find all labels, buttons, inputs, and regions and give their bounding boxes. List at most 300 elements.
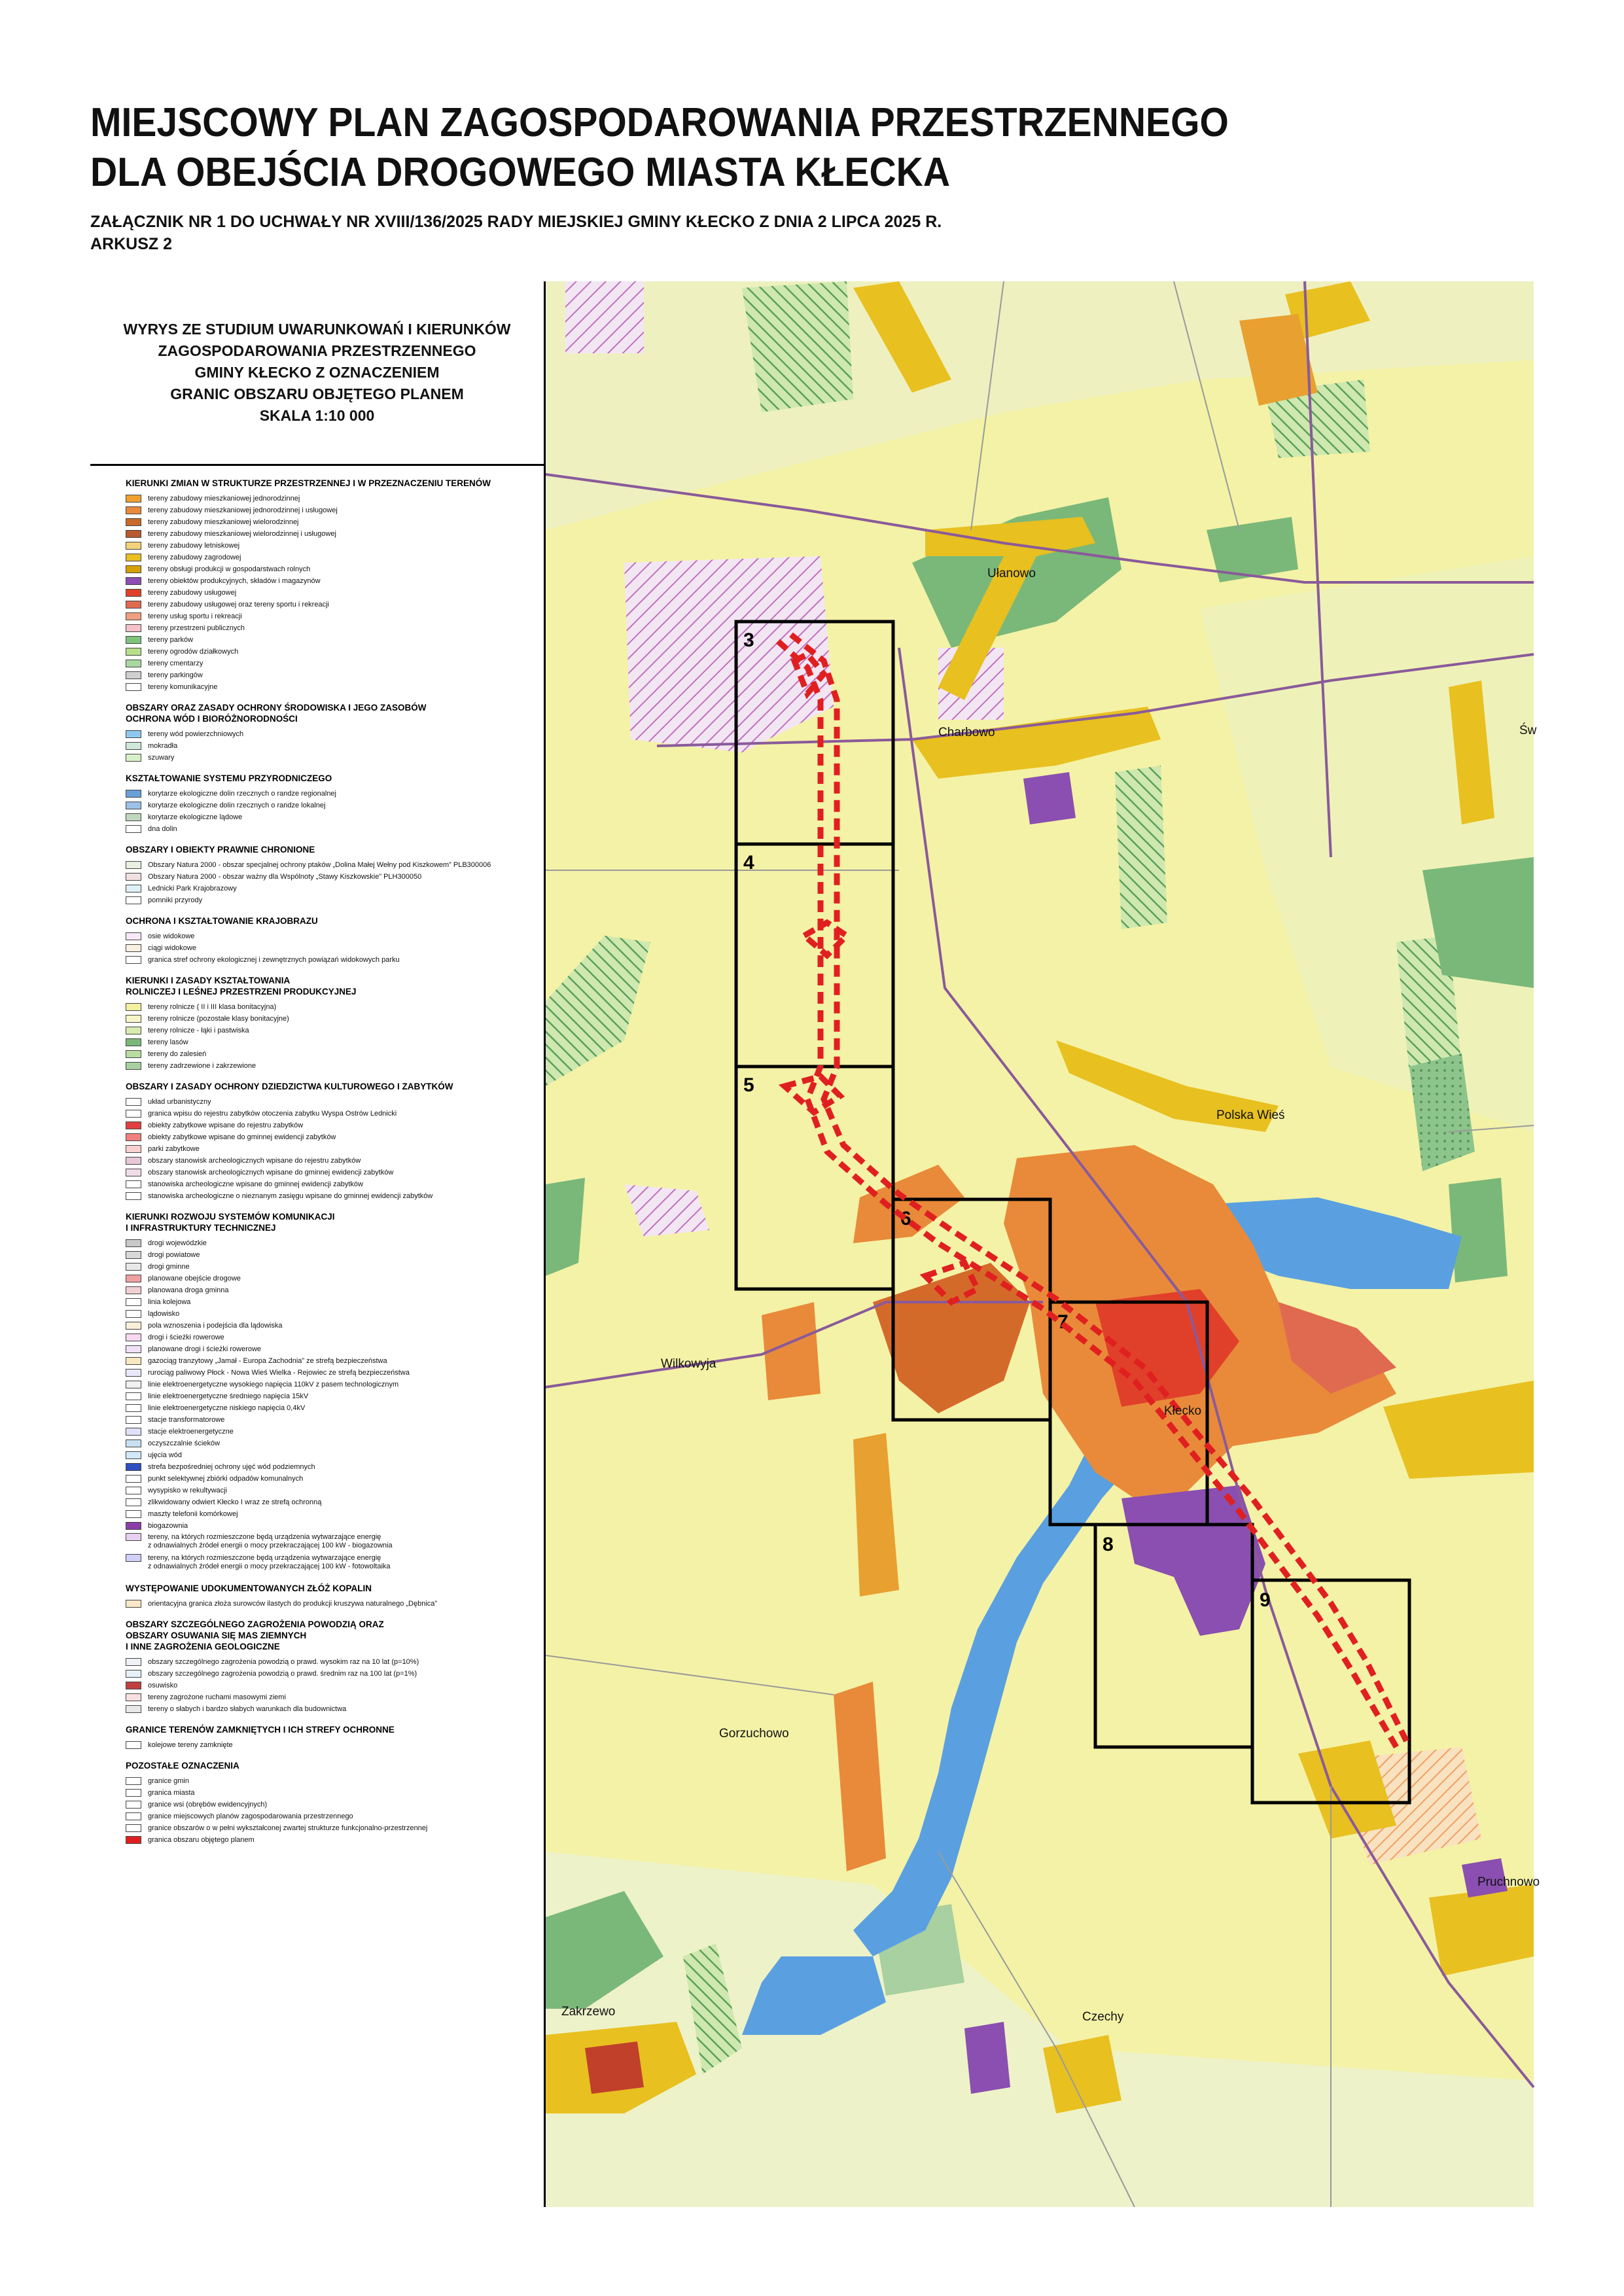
legend-swatch: [126, 1003, 141, 1011]
legend-swatch: [126, 1789, 141, 1797]
sheet-number-4: 4: [743, 852, 754, 874]
legend-swatch: [126, 1801, 141, 1809]
legend-item-label: strefa bezpośredniej ochrony ujęć wód podziemnych: [148, 1462, 315, 1471]
legend-section-title: OBSZARY I OBIEKTY PRAWNIE CHRONIONE: [126, 845, 315, 855]
legend-item-label: maszty telefonii komórkowej: [148, 1510, 238, 1518]
legend-swatch: [126, 589, 141, 597]
legend-swatch: [126, 1145, 141, 1153]
legend-swatch: [126, 825, 141, 833]
legend-item: [126, 1167, 529, 1178]
legend-swatch: [126, 956, 141, 964]
legend-item: [126, 894, 529, 906]
legend-swatch: [126, 1392, 141, 1400]
legend-item: [126, 859, 529, 871]
legend-swatch: [126, 1298, 141, 1306]
attachment-text: ZAŁĄCZNIK NR 1 DO UCHWAŁY NR XVIII/136/2025 RADY MIEJSKIEJ GMINY KŁECKO Z DNIA 2 LIPCA 2025 R.: [90, 213, 942, 231]
legend-swatch: [126, 636, 141, 644]
legend-swatch: [126, 1475, 141, 1483]
place-label-zakrzewo: Zakrzewo: [561, 2005, 616, 2019]
legend-swatch: [126, 1239, 141, 1247]
legend-section-title: KIERUNKI I ZASADY KSZTAŁTOWANIA ROLNICZEJ I LEŚNEJ PRZESTRZENI PRODUKCYJNEJ: [126, 976, 357, 997]
legend-swatch: [126, 1122, 141, 1129]
legend-item: [126, 1691, 529, 1703]
legend-item-label: orientacyjna granica złoża surowców ilastych do produkcji kruszywa naturalnego „Dębnica”: [148, 1599, 438, 1608]
legend-panel: [90, 281, 546, 2207]
legend-section: [126, 915, 529, 966]
legend-item: [126, 1799, 529, 1810]
legend-section: [126, 1583, 529, 1610]
legend-item: [126, 1249, 529, 1261]
afforestation-1: [742, 281, 853, 412]
legend-item-label: drogi powiatowe: [148, 1250, 200, 1259]
legend-item-label: oczyszczalnie ścieków: [148, 1439, 221, 1447]
legend-item: [126, 1680, 529, 1691]
legend-item: [126, 1379, 529, 1390]
legend-swatch: [126, 1428, 141, 1436]
legend-item: [126, 1178, 529, 1190]
legend-item-label: tereny przestrzeni publicznych: [148, 624, 245, 632]
legend-item: [126, 599, 529, 610]
legend-swatch: [126, 1463, 141, 1471]
legend-swatch: [126, 754, 141, 762]
legend-swatch: [126, 1693, 141, 1701]
legend-item-label: obiekty zabytkowe wpisane do rejestru zabytków: [148, 1121, 304, 1129]
afforestation-3: [1115, 766, 1167, 929]
legend-swatch: [126, 873, 141, 881]
legend-item: [126, 1787, 529, 1799]
legend-item: [126, 1096, 529, 1108]
legend-item: [126, 1703, 529, 1715]
legend-item-label: ciągi widokowe: [148, 944, 196, 952]
legend-item-label: tereny obiektów produkcyjnych, składów i magazynów: [148, 576, 321, 585]
place-label-east-edge: Św: [1519, 724, 1537, 737]
legend-item: [126, 1461, 529, 1473]
legend-item-label: stanowiska archeologiczne o nieznanym zasięgu wpisane do gminnej ewidencji zabytków: [148, 1192, 433, 1200]
legend-item-label: gazociąg tranzytowy „Jamał - Europa Zachodnia” ze strefą bezpieczeństwa: [148, 1356, 387, 1365]
legend-item-label: tereny rolnicze - łąki i pastwiska: [148, 1026, 249, 1034]
legend-section-title: WYSTĘPOWANIE UDOKUMENTOWANYCH ZŁÓŻ KOPALIN: [126, 1583, 372, 1593]
legend-item: [126, 1332, 529, 1343]
legend-swatch: [126, 1038, 141, 1046]
legend-item: [126, 1810, 529, 1822]
legend-item: [126, 740, 529, 752]
legend-item: [126, 681, 529, 693]
legend-section: [126, 1211, 529, 1574]
legend-item-label: tereny lasów: [148, 1038, 188, 1046]
legend-swatch: [126, 1498, 141, 1506]
legend-item-label: linie elektroenergetyczne wysokiego napięcia 110kV z pasem technologicznym: [148, 1380, 399, 1388]
legend-section-title: OBSZARY I ZASADY OCHRONY DZIEDZICTWA KULTUROWEGO I ZABYTKÓW: [126, 1082, 453, 1091]
legend-swatch: [126, 1286, 141, 1294]
legend-item: [126, 1060, 529, 1072]
legend-item: [126, 1485, 529, 1496]
industrial-charbowo: [1023, 772, 1076, 824]
legend-item: [126, 1048, 529, 1060]
legend-item-label: linie elektroenergetyczne średniego napięcia 15kV: [148, 1392, 309, 1400]
legend-item: [126, 1426, 529, 1438]
legend-section: [126, 478, 529, 693]
legend-item-label: obiekty zabytkowe wpisane do gminnej ewidencji zabytków: [148, 1133, 336, 1141]
legend-item: [126, 1108, 529, 1120]
legend-item-label: granice obszarów o w pełni wykształconej zwartej strukturze funkcjonalno-przestrzennej: [148, 1824, 428, 1832]
legend-section-title: OCHRONA I KSZTAŁTOWANIE KRAJOBRAZU: [126, 916, 318, 926]
legend-item: [126, 811, 529, 823]
legend-item: [126, 504, 529, 516]
legend-item-label: tereny parkingów: [148, 671, 203, 679]
legend-swatch: [126, 1180, 141, 1188]
legend-section-title: KIERUNKI ROZWOJU SYSTEMÓW KOMUNIKACJI I INFRASTRUKTURY TECHNICZNEJ: [126, 1212, 335, 1233]
legend-item-label: tereny obsługi produkcji w gospodarstwach rolnych: [148, 565, 311, 573]
legend-item-label: szuwary: [148, 753, 175, 762]
legend-item: [126, 1237, 529, 1249]
legend-item-label: kolejowe tereny zamknięte: [148, 1740, 233, 1749]
legend-swatch: [126, 1062, 141, 1070]
legend-item: [126, 1261, 529, 1273]
legend-swatch: [126, 944, 141, 952]
legend-swatch: [126, 896, 141, 904]
legend-item-label: granica stref ochrony ekologicznej i zewnętrznych powiązań widokowych parku: [148, 955, 400, 964]
sheet-number-8: 8: [1103, 1534, 1114, 1555]
legend-section: [126, 975, 529, 1072]
legend-swatch: [126, 802, 141, 809]
legend-item: [126, 1598, 529, 1610]
legend-section-title: GRANICE TERENÓW ZAMKNIĘTYCH I ICH STREFY OCHRONNE: [126, 1725, 395, 1735]
legend-swatch: [126, 885, 141, 892]
legend-item-label: tereny wód powierzchniowych: [148, 730, 244, 738]
study-line-2: ZAGOSPODAROWANIA PRZESTRZENNEGO: [158, 342, 476, 359]
archaeology-area-1: [565, 281, 644, 353]
legend-section: [126, 1081, 529, 1202]
legend-swatch: [126, 1533, 141, 1541]
legend-item-label: rurociąg paliwowy Płock - Nowa Wieś Wielka - Rejowiec ze strefą bezpieczeństwa: [148, 1368, 410, 1377]
legend-swatch: [126, 861, 141, 869]
legend-item: [126, 1296, 529, 1308]
legend-item-label: tereny cmentarzy: [148, 659, 203, 667]
legend-item-label: linie elektroenergetyczne niskiego napięcia 0,4kV: [148, 1404, 306, 1412]
legend-swatch: [126, 1133, 141, 1141]
legend-section: [126, 1760, 529, 1846]
legend-item-label: tereny zabudowy mieszkaniowej wielorodzinnej: [148, 518, 299, 526]
legend-swatch: [126, 683, 141, 691]
legend-item: [126, 1402, 529, 1414]
legend-item: [126, 954, 529, 966]
legend-item-label: granice miejscowych planów zagospodarowania przestrzennego: [148, 1812, 353, 1820]
legend-item-label: korytarze ekologiczne dolin rzecznych o randze regionalnej: [148, 789, 336, 798]
legend-item-label: granice gmin: [148, 1776, 189, 1785]
legend-swatch: [126, 577, 141, 585]
legend-item-label: tereny zadrzewione i zakrzewione: [148, 1061, 256, 1070]
legend-swatch: [126, 1670, 141, 1678]
legend-item: [126, 622, 529, 634]
legend-swatch: [126, 1777, 141, 1785]
map-canvas[interactable]: [546, 281, 1540, 2207]
legend-item: [126, 563, 529, 575]
legend-item: [126, 1308, 529, 1320]
legend-item: [126, 1390, 529, 1402]
legend-item: [126, 552, 529, 563]
legend-item: [126, 634, 529, 646]
study-line-3: GMINY KŁECKO Z OZNACZENIEM: [194, 364, 440, 381]
legend-item-label: lądowisko: [148, 1309, 180, 1318]
legend-item: [126, 800, 529, 811]
legend-section: [126, 844, 529, 906]
legend: [90, 466, 544, 2200]
legend-item-label: tereny do zalesień: [148, 1050, 207, 1058]
legend-item: [126, 930, 529, 942]
sheet-number-3: 3: [743, 629, 754, 651]
sheet-label: ARKUSZ 2: [90, 235, 173, 253]
forest-6: [1449, 1178, 1508, 1282]
legend-item-label: korytarze ekologiczne lądowe: [148, 813, 243, 821]
legend-swatch: [126, 648, 141, 656]
legend-item-label: tereny zabudowy usługowej oraz tereny sportu i rekreacji: [148, 600, 329, 609]
legend-swatch: [126, 1741, 141, 1749]
legend-item: [126, 1273, 529, 1284]
legend-item: [126, 1025, 529, 1036]
legend-swatch: [126, 1027, 141, 1034]
study-line-4: GRANIC OBSZARU OBJĘTEGO PLANEM: [170, 385, 464, 402]
legend-item-label: drogi wojewódzkie: [148, 1239, 207, 1247]
legend-swatch: [126, 1333, 141, 1341]
legend-item: [126, 1001, 529, 1013]
legend-item: [126, 823, 529, 835]
legend-swatch: [126, 1510, 141, 1518]
legend-item-label: osuwisko: [148, 1681, 178, 1689]
study-title-box: [90, 281, 544, 466]
legend-item: [126, 575, 529, 587]
legend-item: [126, 1449, 529, 1461]
legend-item: [126, 1438, 529, 1449]
legend-item-label: stacje elektroenergetyczne: [148, 1427, 234, 1436]
legend-item: [126, 646, 529, 658]
legend-swatch: [126, 1275, 141, 1282]
legend-item-label: tereny zabudowy mieszkaniowej wielorodzinnej i usługowej: [148, 529, 336, 538]
legend-item: [126, 871, 529, 883]
legend-swatch: [126, 1369, 141, 1377]
legend-item: [126, 658, 529, 669]
legend-section: [126, 1619, 529, 1715]
legend-swatch: [126, 1322, 141, 1330]
legend-item: [126, 1656, 529, 1668]
sheet-number-9: 9: [1260, 1589, 1271, 1611]
legend-swatch: [126, 813, 141, 821]
legend-item: [126, 1834, 529, 1846]
legend-swatch: [126, 624, 141, 632]
legend-item-label: zlikwidowany odwiert Kłecko I wraz ze strefą ochronną: [148, 1498, 322, 1506]
legend-swatch: [126, 1357, 141, 1365]
legend-item-label: stacje transformatorowe: [148, 1415, 225, 1424]
legend-item: [126, 1496, 529, 1508]
legend-swatch: [126, 1381, 141, 1388]
legend-item: [126, 1739, 529, 1751]
legend-swatch: [126, 601, 141, 609]
place-label-charbowo: Charbowo: [938, 726, 995, 739]
legend-item: [126, 1355, 529, 1367]
legend-item: [126, 669, 529, 681]
legend-item: [126, 883, 529, 894]
legend-swatch: [126, 1169, 141, 1176]
legend-item: [126, 1775, 529, 1787]
legend-swatch: [126, 612, 141, 620]
legend-item-label: wysypisko w rekultywacji: [148, 1486, 228, 1494]
legend-item-label: tereny zabudowy mieszkaniowej jednorodzinnej: [148, 494, 300, 503]
legend-swatch: [126, 1251, 141, 1259]
legend-item-label: obszary szczególnego zagrożenia powodzią o prawd. wysokim raz na 10 lat (p=10%): [148, 1657, 419, 1666]
legend-swatch: [126, 565, 141, 573]
legend-swatch: [126, 530, 141, 538]
legend-item-label: pomniki przyrody: [148, 896, 203, 904]
village-zakrzewo-core: [585, 2041, 644, 2094]
legend-swatch: [126, 1705, 141, 1713]
legend-swatch: [126, 1600, 141, 1608]
legend-swatch: [126, 1110, 141, 1118]
legend-item: [126, 1155, 529, 1167]
legend-item-label: stanowiska archeologiczne wpisane do gminnej ewidencji zabytków: [148, 1180, 363, 1188]
legend-section-title: KIERUNKI ZMIAN W STRUKTURZE PRZESTRZENNEJ I W PRZEZNACZENIU TERENÓW: [126, 478, 491, 488]
legend-item-label: obszary stanowisk archeologicznych wpisane do rejestru zabytków: [148, 1156, 361, 1165]
legend-swatch: [126, 1098, 141, 1106]
legend-section: [126, 1724, 529, 1751]
legend-swatch: [126, 554, 141, 561]
legend-swatch: [126, 1050, 141, 1058]
legend-section-title: POZOSTAŁE OZNACZENIA: [126, 1761, 239, 1771]
legend-item: [126, 1343, 529, 1355]
legend-item: [126, 1036, 529, 1048]
title-line-2: DLA OBEJŚCIA DROGOWEGO MIASTA KŁECKA: [90, 150, 951, 195]
legend-item: [126, 1190, 529, 1202]
legend-swatch: [126, 1310, 141, 1318]
legend-swatch: [126, 1263, 141, 1271]
legend-item: [126, 942, 529, 954]
sheet-number-5: 5: [743, 1074, 754, 1096]
legend-section-title: KSZTAŁTOWANIE SYSTEMU PRZYRODNICZEGO: [126, 773, 332, 783]
legend-swatch: [126, 1836, 141, 1844]
legend-swatch: [126, 1812, 141, 1820]
place-label-klecko: Kłecko: [1164, 1404, 1202, 1418]
place-label-ulanowo: Ułanowo: [987, 567, 1036, 580]
legend-item-label: tereny rolnicze ( II i III klasa bonitacyjna): [148, 1002, 277, 1011]
sheet-number-6: 6: [900, 1208, 911, 1229]
legend-item-label: biogazownia: [148, 1521, 188, 1530]
legend-item: [126, 1553, 529, 1574]
industrial-czechy: [964, 2022, 1010, 2094]
legend-swatch: [126, 660, 141, 667]
legend-item-label: planowane drogi i ścieżki rowerowe: [148, 1345, 262, 1353]
legend-item: [126, 1131, 529, 1143]
legend-swatch: [126, 1487, 141, 1494]
legend-item-label: tereny, na których rozmieszczone będą urządzenia wytwarzające energię z odnawialnych źródeł energii o mocy przekraczającej 100 kW - fotowoltaika: [148, 1554, 391, 1570]
legend-item-label: drogi gminne: [148, 1262, 190, 1271]
place-label-pruchnowo: Pruchnowo: [1477, 1875, 1540, 1889]
legend-item: [126, 1473, 529, 1485]
legend-item-label: obszary stanowisk archeologicznych wpisane do gminnej ewidencji zabytków: [148, 1168, 394, 1176]
legend-item: [126, 1120, 529, 1131]
legend-swatch: [126, 495, 141, 503]
study-line-1: WYRYS ZE STUDIUM UWARUNKOWAŃ I KIERUNKÓW: [123, 321, 511, 338]
legend-swatch: [126, 1404, 141, 1412]
legend-swatch: [126, 790, 141, 798]
legend-swatch: [126, 730, 141, 738]
legend-item-label: Obszary Natura 2000 - obszar ważny dla Wspólnoty „Stawy Kiszkowskie” PLH300050: [148, 872, 422, 881]
legend-item-label: granice wsi (obrębów ewidencyjnych): [148, 1800, 268, 1809]
legend-item: [126, 516, 529, 528]
legend-swatch: [126, 1439, 141, 1447]
legend-item-label: obszary szczególnego zagrożenia powodzią o prawd. średnim raz na 100 lat (p=1%): [148, 1669, 417, 1678]
legend-item-label: tereny zabudowy letniskowej: [148, 541, 240, 550]
legend-item-label: tereny ogrodów działkowych: [148, 647, 239, 656]
legend-item-label: Obszary Natura 2000 - obszar specjalnej ochrony ptaków „Dolina Małej Wełny pod Kiszkowem” PLB300006: [148, 860, 491, 869]
legend-item: [126, 1508, 529, 1520]
legend-section: [126, 702, 529, 764]
legend-item: [126, 1367, 529, 1379]
legend-swatch: [126, 542, 141, 550]
legend-swatch: [126, 1658, 141, 1666]
legend-item-label: planowane obejście drogowe: [148, 1274, 241, 1282]
legend-item-label: linia kolejowa: [148, 1298, 191, 1306]
place-label-czechy: Czechy: [1082, 2010, 1124, 2024]
legend-item: [126, 610, 529, 622]
legend-item-label: tereny rolnicze (pozostałe klasy bonitacyjne): [148, 1014, 289, 1023]
legend-section-title: OBSZARY SZCZEGÓLNEGO ZAGROŻENIA POWODZIĄ ORAZ OBSZARY OSUWANIA SIĘ MAS ZIEMNYCH I INNE ZAGROŻENIA GEOLOGICZNE: [126, 1619, 384, 1651]
title-line-1: MIEJSCOWY PLAN ZAGOSPODAROWANIA PRZESTRZENNEGO: [90, 100, 1229, 145]
legend-item-label: układ urbanistyczny: [148, 1097, 211, 1106]
legend-item-label: ujęcia wód: [148, 1451, 182, 1459]
legend-swatch: [126, 1554, 141, 1562]
legend-swatch: [126, 1015, 141, 1023]
scale-label: SKALA 1:10 000: [259, 407, 375, 424]
legend-swatch: [126, 1682, 141, 1689]
legend-item-label: tereny zabudowy zagrodowej: [148, 553, 241, 561]
legend-item: [126, 587, 529, 599]
legend-item: [126, 1668, 529, 1680]
legend-item-label: granica wpisu do rejestru zabytków otoczenia zabytku Wyspa Ostrów Lednicki: [148, 1109, 397, 1118]
legend-item: [126, 1822, 529, 1834]
legend-swatch: [126, 671, 141, 679]
place-label-wilkowyja: Wilkowyja: [661, 1357, 716, 1371]
legend-swatch: [126, 1522, 141, 1530]
legend-item-label: Lednicki Park Krajobrazowy: [148, 884, 237, 892]
legend-item-label: granica obszaru objętego planem: [148, 1835, 255, 1844]
legend-swatch: [126, 742, 141, 750]
legend-item: [126, 1284, 529, 1296]
legend-swatch: [126, 1192, 141, 1200]
sheet-number-7: 7: [1057, 1311, 1068, 1333]
legend-item: [126, 528, 529, 540]
legend-item-label: planowana droga gminna: [148, 1286, 229, 1294]
map-area[interactable]: [546, 281, 1540, 2207]
legend-swatch: [126, 1416, 141, 1424]
legend-swatch: [126, 1345, 141, 1353]
place-label-gorzuchowo: Gorzuchowo: [719, 1727, 789, 1740]
legend-item-label: korytarze ekologiczne dolin rzecznych o randze lokalnej: [148, 801, 326, 809]
legend-item-label: pola wznoszenia i podejścia dla lądowiska: [148, 1321, 283, 1330]
legend-swatch: [126, 932, 141, 940]
legend-item: [126, 728, 529, 740]
legend-item-label: tereny o słabych i bardzo słabych warunkach dla budownictwa: [148, 1704, 347, 1713]
legend-item-label: osie widokowe: [148, 932, 195, 940]
legend-item: [126, 1414, 529, 1426]
legend-swatch: [126, 1451, 141, 1459]
legend-swatch: [126, 506, 141, 514]
legend-section-title: OBSZARY ORAZ ZASADY OCHRONY ŚRODOWISKA I JEGO ZASOBÓW OCHRONA WÓD I BIORÓŻNORODNOŚCI: [126, 703, 427, 724]
legend-item: [126, 493, 529, 504]
legend-item: [126, 1532, 529, 1553]
legend-item-label: parki zabytkowe: [148, 1144, 200, 1153]
legend-swatch: [126, 518, 141, 526]
legend-item-label: punkt selektywnej zbiórki odpadów komunalnych: [148, 1474, 304, 1483]
legend-item: [126, 1143, 529, 1155]
legend-item-label: tereny usług sportu i rekreacji: [148, 612, 242, 620]
